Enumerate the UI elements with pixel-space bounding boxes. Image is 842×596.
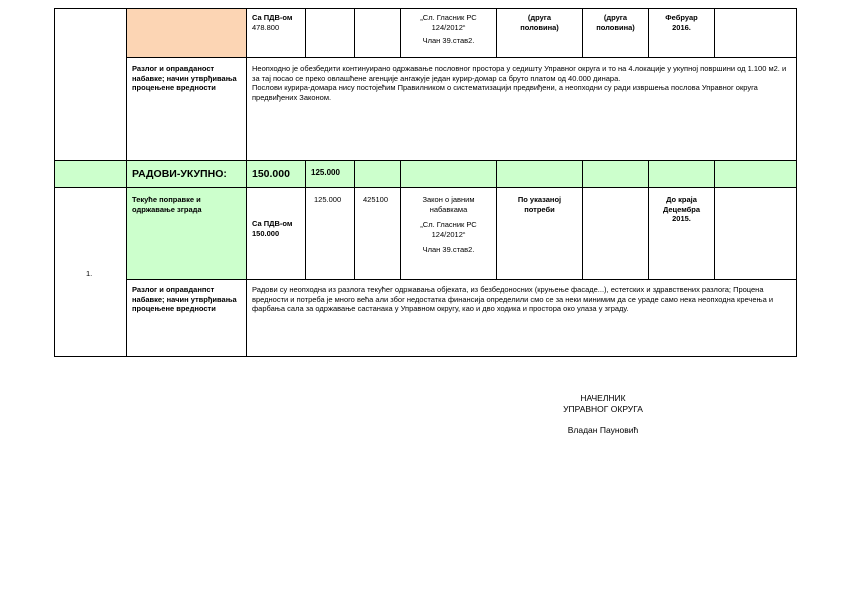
price-value: 150.000	[252, 228, 280, 238]
table-border-top	[54, 8, 797, 9]
col-divider	[496, 160, 497, 280]
row-divider	[126, 57, 797, 58]
col-divider	[714, 160, 715, 280]
table-border-bottom	[54, 356, 797, 357]
table-border-right	[796, 8, 797, 357]
reason-label: Разлог и оправданост набавке; начин утврђивања процењене вредности	[132, 64, 237, 92]
reason-text	[247, 62, 796, 104]
account: 425100	[363, 195, 389, 204]
row-number: 1.	[86, 269, 93, 278]
reason-paragraph: Послови курира-домара нису постојећим Правилником о систематизацији предвиђени, а неопходни су ради извршења послова Управног округа предвиђених Законом.	[252, 83, 758, 102]
start-period: По указаној потреби	[517, 195, 562, 214]
signature-block	[518, 393, 688, 436]
col-divider	[354, 160, 355, 280]
signature-name: Владан Пауновић	[567, 425, 639, 435]
row-divider	[126, 279, 797, 280]
price-label: Са ПДВ-ом	[252, 13, 293, 22]
signature-title: УПРАВНОГ ОКРУГА	[563, 404, 643, 414]
value-no-vat: 125.000	[314, 195, 342, 204]
law-name: „Сл. Гласник РС 124/2012“	[420, 220, 477, 239]
subject: Текуће поправке и одржавање зграда	[132, 195, 202, 214]
law-cell	[401, 193, 496, 257]
reason-label: Разлог и оправданпст набавке; начин утврђивања процењене вредности	[132, 285, 237, 313]
law-article: Члан 39.став2.	[422, 36, 475, 45]
col-divider	[582, 160, 583, 280]
law-article: Члан 39.став2.	[422, 245, 475, 254]
total-label: РАДОВИ-УКУПНО:	[132, 168, 227, 180]
orange-cell-fill	[126, 9, 246, 57]
price-value: 478.800	[252, 22, 280, 32]
col-divider	[354, 8, 355, 58]
total-value: 150.000	[252, 168, 290, 180]
total-value-no-vat: 125.000	[311, 168, 340, 177]
law-intro: Закон о јавним набавкама	[422, 195, 475, 214]
duration: Фебруар 2016.	[665, 13, 698, 32]
start-period: (друга половина)	[520, 13, 559, 32]
table-border-left	[54, 8, 55, 357]
end-period: (друга половина)	[596, 13, 635, 32]
row-divider	[54, 187, 797, 188]
price-label: Са ПДВ-ом	[252, 219, 293, 228]
signature-title: НАЧЕЛНИК	[580, 393, 626, 403]
law-cell	[401, 11, 496, 48]
row-divider	[54, 160, 797, 161]
price-cell	[247, 217, 305, 240]
price-cell	[247, 11, 305, 34]
reason-text: Радови су неопходна из разлога текућег одржавања објеката, из безбедоносних (круњење фасаде...), естетских и здравствених разлога; Процена вредности и потреба је много већа али због недостатка финансија определили смо се за неки минимим да се ураде само нека неопходна кречења и фарбања сала за одржавање састанака у Управном округу, као и дво ходика и простора око улаза у зграду.	[252, 285, 774, 313]
law-name: „Сл. Гласник РС 124/2012“	[420, 13, 477, 32]
duration: До краја Децембра 2015.	[662, 195, 701, 223]
col-divider	[714, 8, 715, 58]
reason-paragraph: Неопходно је обезбедити континуирано одржавање пословног простора у седишту Управног округа и то на 4.локације у укупној површини од 1.100 м2. и за тај посао се преко овлашћене агенције ангажује један курир-домар са бруто платом од 40.000 динара.	[252, 64, 787, 83]
col-divider	[305, 8, 306, 58]
